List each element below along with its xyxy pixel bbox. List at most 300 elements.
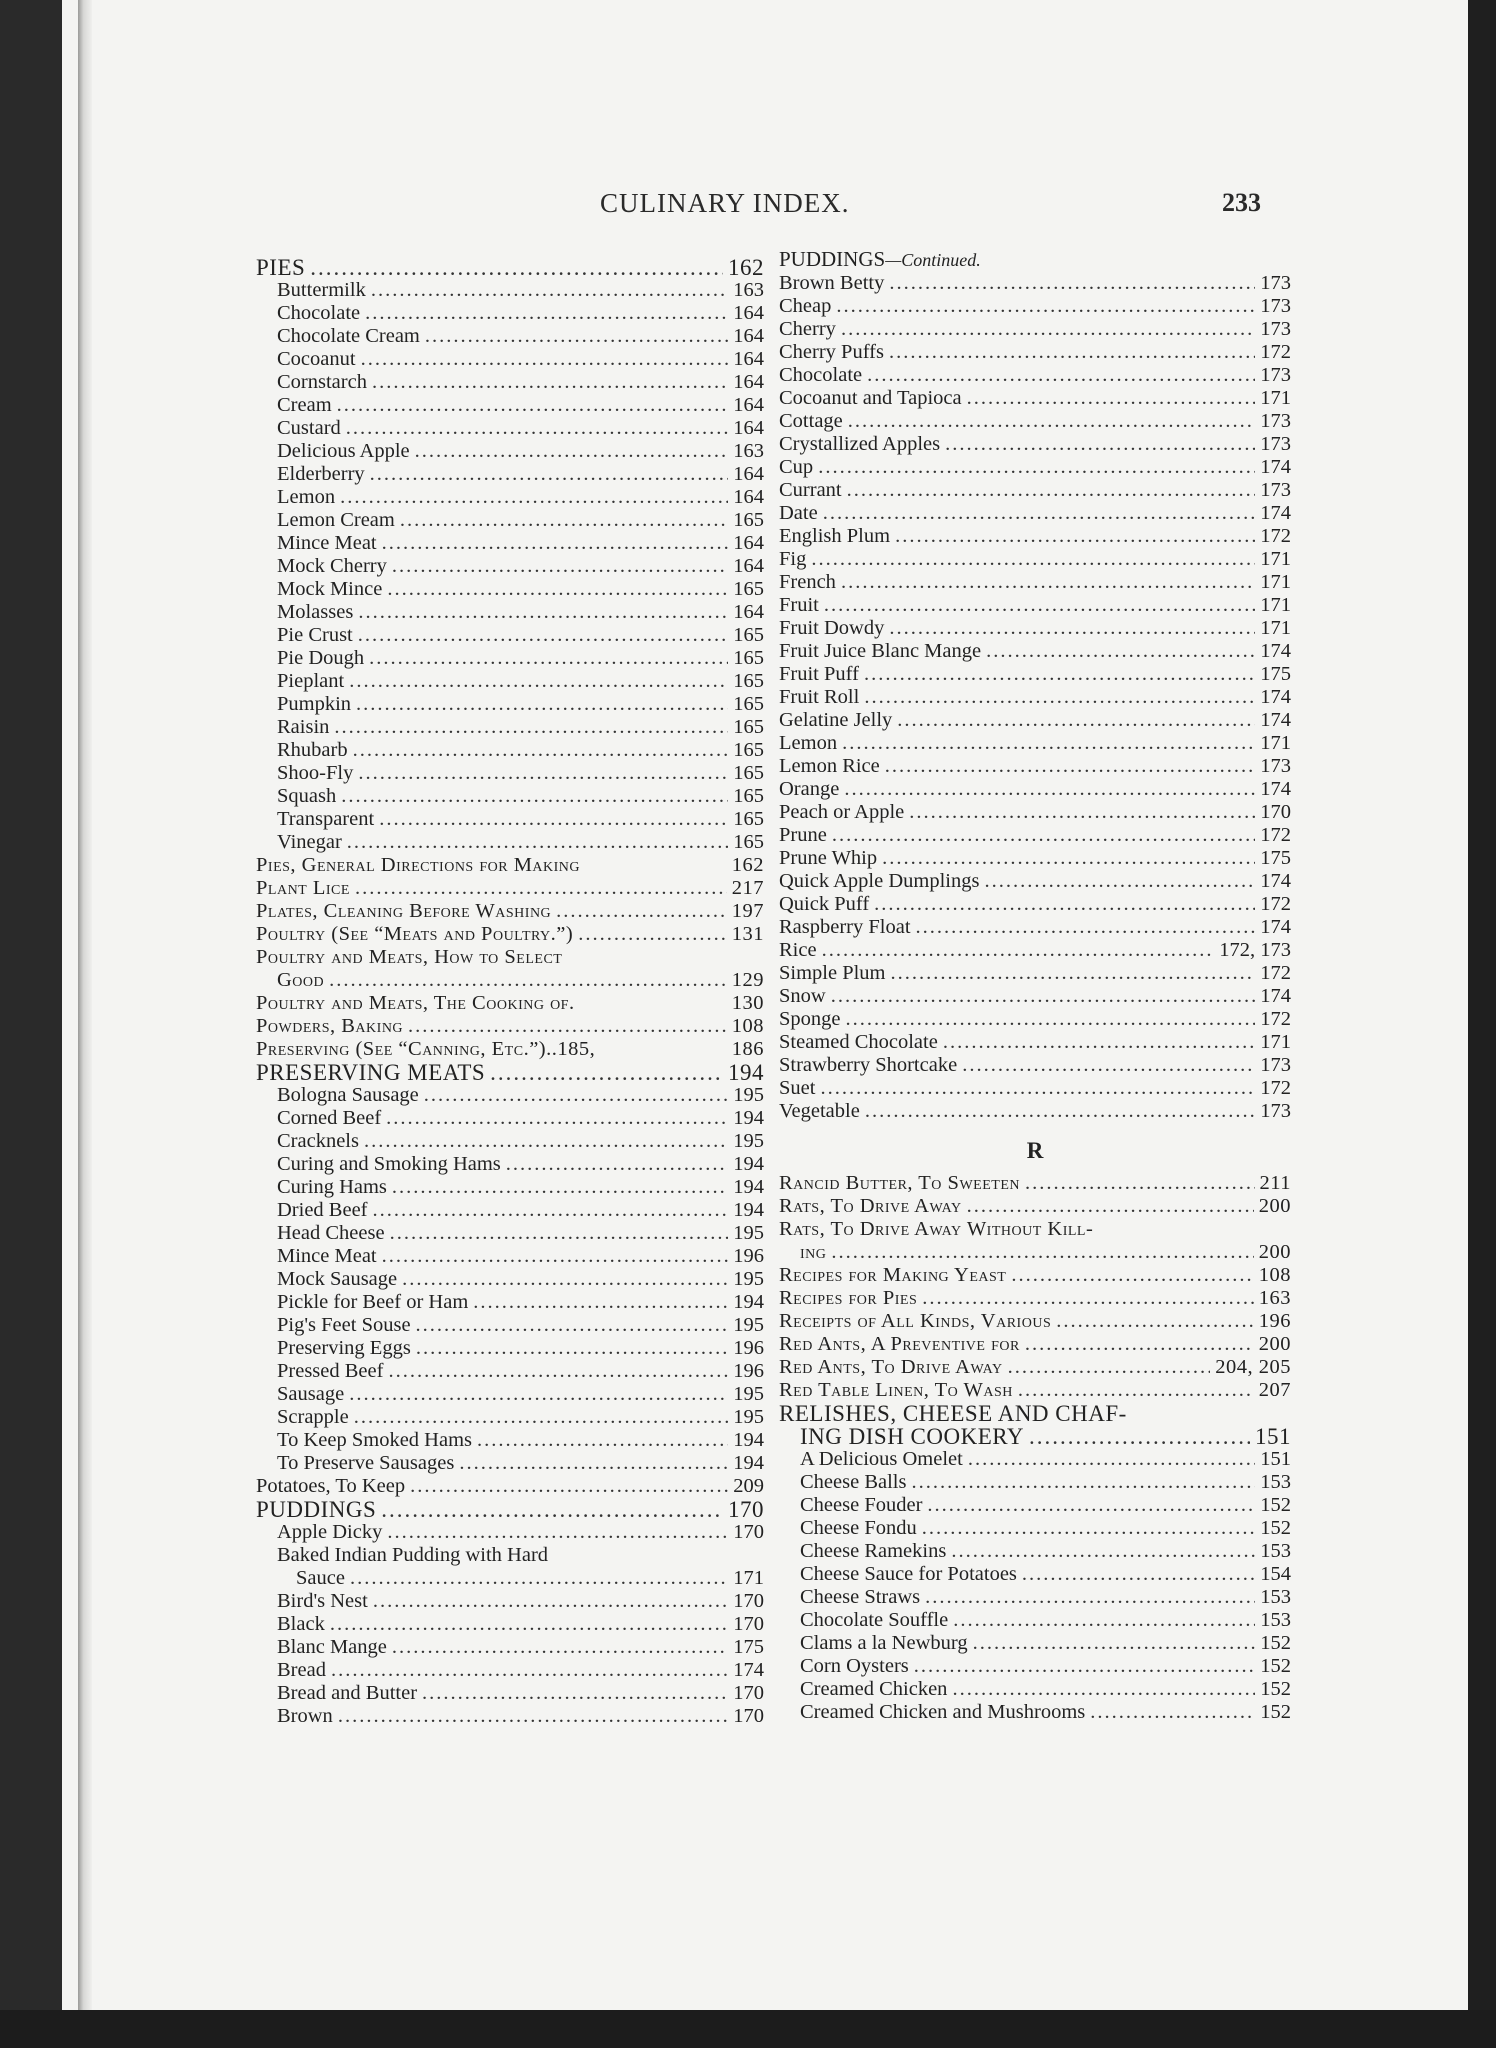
dot-leader (331, 1659, 728, 1682)
entry-label: Brown Betty (779, 272, 885, 294)
dot-leader (823, 502, 1256, 525)
index-entry-cocoanut-and-tapioca (779, 387, 1291, 410)
entry-label: Fruit Juice Blanc Mange (779, 640, 982, 662)
entry-label: Lemon (277, 486, 336, 508)
dot-leader (386, 1107, 728, 1130)
entry-page-number: 162 (728, 255, 764, 280)
dot-leader (922, 1287, 1254, 1310)
entry-page-number: 165 (733, 509, 764, 531)
entry-page-number: 163 (733, 279, 764, 301)
entry-label: Molasses (277, 601, 354, 623)
index-entry-sponge (779, 1008, 1291, 1031)
entry-label: Cheese Fondu (800, 1517, 917, 1539)
dot-leader (416, 1314, 729, 1337)
dot-leader (891, 962, 1256, 985)
entry-page-number: 152 (1260, 1655, 1291, 1677)
dot-leader (925, 1586, 1255, 1609)
index-entry-strawberry-shortcake (779, 1054, 1291, 1077)
dot-leader (506, 1153, 728, 1176)
r-entries-list (779, 1172, 1291, 1724)
entry-label: Fruit Roll (779, 686, 860, 708)
dot-leader (329, 969, 727, 992)
index-entry-pieplant (256, 670, 764, 693)
index-entry-lemon-rice (779, 755, 1291, 778)
dot-leader (337, 394, 729, 417)
entry-label: Brown (277, 1705, 333, 1727)
entry-page-number: 172 (1260, 1077, 1291, 1099)
dot-leader (897, 709, 1255, 732)
index-entry-raspberry-float (779, 916, 1291, 939)
entry-page-number: 174 (1260, 709, 1291, 731)
dot-leader (424, 1084, 728, 1107)
dot-leader (358, 624, 729, 647)
dot-leader (943, 1031, 1255, 1054)
entry-label: Cherry Puffs (779, 341, 884, 363)
entry-label: Cracknels (277, 1130, 359, 1152)
entry-label: Orange (779, 778, 840, 800)
dot-leader (864, 663, 1255, 686)
index-entry-pumpkin (256, 693, 764, 716)
dot-leader (811, 548, 1255, 571)
entry-label: Rats, To Drive Away (779, 1195, 962, 1217)
entry-page-number: 154 (1260, 1563, 1291, 1585)
index-entry-black (256, 1613, 764, 1636)
index-entry-pies-general-directions-for-making (256, 854, 764, 877)
dot-leader (354, 1406, 729, 1429)
index-entry-steamed-chocolate (779, 1031, 1291, 1054)
entry-page-number: 173 (1260, 433, 1291, 455)
entry-page-number: 173 (1260, 410, 1291, 432)
entry-label: ing (800, 1241, 827, 1263)
entry-page-number: 174 (1260, 502, 1291, 524)
entry-page-number: 195 (733, 1406, 764, 1428)
entry-label: Cream (277, 394, 332, 416)
dot-leader (358, 601, 728, 624)
entry-label: Sauce (296, 1567, 345, 1589)
index-entry-bird-s-nest (256, 1590, 764, 1613)
entry-label: Vinegar (277, 831, 342, 853)
dot-leader (459, 1452, 728, 1475)
dot-leader (818, 456, 1255, 479)
entry-page-number: 174 (1260, 778, 1291, 800)
entry-page-number: 195 (733, 1268, 764, 1290)
index-entry-bread-and-butter (256, 1682, 764, 1705)
index-entry-cottage (779, 410, 1291, 433)
entry-label: To Preserve Sausages (277, 1452, 455, 1474)
entry-label: Delicious Apple (277, 440, 410, 462)
index-entry-cheese-fouder (779, 1494, 1291, 1517)
dot-leader (865, 1100, 1255, 1123)
dot-leader (882, 847, 1255, 870)
entry-page-number: 217 (731, 877, 764, 899)
entry-label: Mock Mince (277, 578, 383, 600)
index-entry-fruit (779, 594, 1291, 617)
entry-label: Poultry and Meats, The Cooking of. (256, 992, 575, 1014)
entry-page-number: 164 (733, 348, 764, 370)
entry-label: Good (277, 969, 325, 991)
dot-leader (1025, 1172, 1255, 1195)
dot-leader (945, 433, 1255, 456)
dot-leader (382, 1245, 729, 1268)
entry-page-number: 170 (733, 1590, 764, 1612)
entry-page-number: 207 (1258, 1379, 1291, 1401)
index-entry-rats-to-drive-away (779, 1195, 1291, 1218)
continued-suffix: —Continued. (885, 250, 981, 270)
entry-label: English Plum (779, 525, 891, 547)
entry-label: Scrapple (277, 1406, 349, 1428)
index-entry-brown (256, 1705, 764, 1728)
index-entry-sauce (256, 1567, 764, 1590)
entry-label: Currant (779, 479, 842, 501)
index-entry-chocolate-cream (256, 325, 764, 348)
index-entry-cheese-fondu (779, 1517, 1291, 1540)
entry-label: PRESERVING MEATS (256, 1060, 486, 1085)
entry-page-number: 165 (733, 624, 764, 646)
index-entry-fruit-juice-blanc-mange (779, 640, 1291, 663)
entry-page-number: 170 (733, 1705, 764, 1727)
entry-label: Vegetable (779, 1100, 860, 1122)
entry-label: Pressed Beef (277, 1360, 384, 1382)
index-entry-lemon-cream (256, 509, 764, 532)
entry-page-number: 172, 173 (1219, 939, 1291, 961)
entry-label: Date (779, 502, 818, 524)
entry-page-number: 151 (1260, 1448, 1291, 1470)
entry-page-number: 173 (1260, 1100, 1291, 1122)
dot-leader (415, 440, 729, 463)
dot-leader (968, 1448, 1255, 1471)
entry-page-number: 165 (733, 762, 764, 784)
entry-label: Cheese Balls (800, 1471, 907, 1493)
dot-leader (422, 1682, 728, 1705)
entry-page-number: 175 (733, 1636, 764, 1658)
entry-page-number: 195 (733, 1314, 764, 1336)
entry-label: Mock Cherry (277, 555, 387, 577)
entry-page-number: 174 (1260, 985, 1291, 1007)
entry-label: Apple Dicky (277, 1521, 383, 1543)
index-entry-chocolate (779, 364, 1291, 387)
entry-page-number: 200 (1258, 1195, 1291, 1217)
entry-label: Preserving (See “Canning, Etc.”)..185, (256, 1038, 596, 1060)
entry-label: Fig (779, 548, 807, 570)
entry-label: Fruit (779, 594, 819, 616)
dot-leader (952, 1678, 1255, 1701)
entry-page-number: 152 (1260, 1701, 1291, 1723)
entry-label: Plant Lice (256, 877, 350, 899)
dot-leader (953, 1609, 1255, 1632)
dot-leader (355, 877, 727, 900)
entry-page-number: 173 (1260, 755, 1291, 777)
dot-leader (490, 1061, 723, 1084)
index-entry-bologna-sausage (256, 1084, 764, 1107)
dot-leader (371, 279, 728, 302)
entry-label: Cocoanut (277, 348, 356, 370)
dot-leader (841, 318, 1255, 341)
entry-label: Fruit Puff (779, 663, 859, 685)
entry-label: Fruit Dowdy (779, 617, 885, 639)
entry-label: Blanc Mange (277, 1636, 387, 1658)
dot-leader (909, 801, 1255, 824)
entry-label: Cup (779, 456, 814, 478)
entry-label: Poultry (See “Meats and Poultry.”) (256, 923, 574, 945)
index-entry-molasses (256, 601, 764, 624)
entry-label: Plates, Cleaning Before Washing (256, 900, 552, 922)
entry-label: Buttermilk (277, 279, 366, 301)
entry-page-number: 164 (733, 486, 764, 508)
entry-label: Creamed Chicken and Mushrooms (800, 1701, 1086, 1723)
index-entry-head-cheese (256, 1222, 764, 1245)
entry-page-number: 165 (733, 716, 764, 738)
entry-label: Raisin (277, 716, 330, 738)
entry-page-number: 162 (731, 854, 764, 876)
dot-leader (889, 617, 1255, 640)
dot-leader (824, 594, 1255, 617)
dot-leader (347, 831, 728, 854)
entry-label: Cocoanut and Tapioca (779, 387, 962, 409)
index-entry-raisin (256, 716, 764, 739)
index-entry-fruit-puff (779, 663, 1291, 686)
dot-leader (927, 1494, 1255, 1517)
entry-page-number: 186 (731, 1038, 764, 1060)
entry-page-number: 173 (1260, 364, 1291, 386)
dot-leader (416, 1337, 728, 1360)
index-entry-rhubarb (256, 739, 764, 762)
dot-leader (473, 1291, 728, 1314)
index-entry-snow (779, 985, 1291, 1008)
index-entry-gelatine-jelly (779, 709, 1291, 732)
index-entry-puddings (256, 1498, 764, 1521)
dot-leader (822, 939, 1215, 962)
entry-label: French (779, 571, 836, 593)
entry-label: Preserving Eggs (277, 1337, 411, 1359)
index-entry-creamed-chicken-and-mushrooms (779, 1701, 1291, 1724)
entry-page-number: 171 (1260, 1031, 1291, 1053)
dot-leader (1008, 1356, 1211, 1379)
index-entry-bread (256, 1659, 764, 1682)
index-entry-cream (256, 394, 764, 417)
index-entry-preserving-meats (256, 1061, 764, 1084)
index-entry-chocolate-souffle (779, 1609, 1291, 1632)
entry-page-number: 165 (733, 670, 764, 692)
entry-label: Head Cheese (277, 1222, 385, 1244)
entry-label: Curing and Smoking Hams (277, 1153, 501, 1175)
index-entry-cheese-sauce-for-potatoes (779, 1563, 1291, 1586)
index-entry-pickle-for-beef-or-ham (256, 1291, 764, 1314)
entry-label: Pies, General Directions for Making (256, 854, 581, 876)
dot-leader (831, 985, 1256, 1008)
index-entry-poultry-see-meats-and-poultry (256, 923, 764, 946)
entry-label: Creamed Chicken (800, 1678, 948, 1700)
index-entry-cornstarch (256, 371, 764, 394)
entry-page-number: 165 (733, 739, 764, 761)
index-entry-lemon (256, 486, 764, 509)
index-entry-clams-a-la-newburg (779, 1632, 1291, 1655)
entry-page-number: 174 (733, 1659, 764, 1681)
index-entry-receipts-of-all-kinds-various (779, 1310, 1291, 1333)
entry-label: Corn Oysters (800, 1655, 909, 1677)
entry-label: Suet (779, 1077, 816, 1099)
page-number: 233 (1222, 188, 1261, 217)
entry-label: PUDDINGS (256, 1497, 377, 1522)
continued-heading-label: PUDDINGS (779, 247, 886, 271)
index-entry-elderberry (256, 463, 764, 486)
dot-leader (911, 1471, 1255, 1494)
entry-page-number: 196 (733, 1360, 764, 1382)
index-entry-suet (779, 1077, 1291, 1100)
entry-label: Cornstarch (277, 371, 367, 393)
index-entry-peach-or-apple (779, 801, 1291, 824)
entry-label: Lemon Rice (779, 755, 880, 777)
dot-leader (382, 532, 729, 555)
index-entry-prune (779, 824, 1291, 847)
entry-label: Bread (277, 1659, 326, 1681)
entry-page-number: 174 (1260, 456, 1291, 478)
index-entry-quick-puff (779, 893, 1291, 916)
entry-page-number: 171 (1260, 732, 1291, 754)
entry-label: Lemon Cream (277, 509, 395, 531)
index-entry-cheese-balls (779, 1471, 1291, 1494)
index-entry-cheese-straws (779, 1586, 1291, 1609)
dot-leader (388, 1360, 728, 1383)
dot-leader (889, 341, 1255, 364)
dot-leader (408, 1015, 727, 1038)
dot-leader (381, 1498, 723, 1521)
entry-page-number: 164 (733, 532, 764, 554)
index-entry-date (779, 502, 1291, 525)
entry-label: Prune Whip (779, 847, 878, 869)
entry-label: Red Ants, A Preventive for (779, 1333, 1020, 1355)
entry-label: Prune (779, 824, 827, 846)
entry-page-number: 173 (1260, 272, 1291, 294)
dot-leader (387, 578, 728, 601)
entry-page-number: 164 (733, 325, 764, 347)
dot-leader (358, 762, 728, 785)
entry-page-number: 173 (1260, 1054, 1291, 1076)
dot-leader (392, 1636, 728, 1659)
dot-leader (1025, 1333, 1254, 1356)
index-entry-fruit-dowdy (779, 617, 1291, 640)
index-entry-shoo-fly (256, 762, 764, 785)
entry-label: Cheap (779, 295, 832, 317)
index-entry-fruit-roll (779, 686, 1291, 709)
index-entry-chocolate (256, 302, 764, 325)
entry-page-number: 194 (733, 1291, 764, 1313)
index-entry-brown-betty (779, 272, 1291, 295)
index-entry-cocoanut (256, 348, 764, 371)
index-entry-potatoes-to-keep (256, 1475, 764, 1498)
entry-label: Chocolate Cream (277, 325, 420, 347)
entry-page-number: 153 (1260, 1540, 1291, 1562)
entry-label: PIES (256, 255, 306, 280)
entry-label: Pig's Feet Souse (277, 1314, 411, 1336)
index-entry-pie-crust (256, 624, 764, 647)
entry-page-number: 194 (733, 1452, 764, 1474)
index-entry-vegetable (779, 1100, 1291, 1123)
dot-leader (334, 716, 728, 739)
dot-leader (895, 525, 1255, 548)
entry-page-number: 164 (733, 463, 764, 485)
entry-label: Simple Plum (779, 962, 886, 984)
dot-leader (353, 739, 729, 762)
entry-label: Rhubarb (277, 739, 348, 761)
index-entry-plates-cleaning-before-washing (256, 900, 764, 923)
entry-label: Raspberry Float (779, 916, 911, 938)
entry-label: Lemon (779, 732, 838, 754)
dot-leader (373, 1590, 728, 1613)
dot-leader (310, 256, 723, 279)
entry-label: Gelatine Jelly (779, 709, 893, 731)
entry-page-number: 152 (1260, 1494, 1291, 1516)
entry-label: Pieplant (277, 670, 345, 692)
entry-label: Quick Apple Dumplings (779, 870, 980, 892)
dot-leader (848, 410, 1255, 433)
entry-page-number: 174 (1260, 640, 1291, 662)
dot-leader (1018, 1379, 1254, 1402)
page-binding-shadow (78, 0, 92, 2010)
index-entry-scrapple (256, 1406, 764, 1429)
entry-page-number: 171 (1260, 387, 1291, 409)
index-entry-baked-indian-pudding-with-hard: Baked Indian Pudding with Hard (277, 1544, 549, 1566)
dot-leader (556, 900, 727, 923)
dot-leader (477, 1429, 728, 1452)
index-entry-pies (256, 256, 764, 279)
index-entry-relishes-cheese-and-chaf: RELISHES, CHEESE AND CHAF- (779, 1401, 1127, 1426)
entry-page-number: 196 (733, 1245, 764, 1267)
entry-label: Pickle for Beef or Ham (277, 1291, 469, 1313)
index-entry-cheese-ramekins (779, 1540, 1291, 1563)
dot-leader (330, 1613, 728, 1636)
entry-label: A Delicious Omelet (800, 1448, 963, 1470)
entry-label: Potatoes, To Keep (256, 1475, 406, 1497)
puddings-continued-list (779, 272, 1291, 1123)
entry-page-number: 175 (1260, 847, 1291, 869)
entry-page-number: 170 (728, 1497, 764, 1522)
dot-leader (370, 463, 729, 486)
entry-page-number: 152 (1260, 1678, 1291, 1700)
index-entry-curing-hams (256, 1176, 764, 1199)
entry-label: Clams a la Newburg (800, 1632, 968, 1654)
entry-label: Powders, Baking (256, 1015, 404, 1037)
index-entry-orange (779, 778, 1291, 801)
dot-leader (369, 647, 728, 670)
index-entry-preserving-see-canning-etc-185 (256, 1038, 764, 1061)
entry-label: ING DISH COOKERY (800, 1424, 1024, 1449)
entry-label: Sausage (277, 1383, 345, 1405)
entry-page-number: 164 (733, 302, 764, 324)
entry-label: Snow (779, 985, 826, 1007)
index-entry-ing (779, 1241, 1291, 1264)
entry-label: Transparent (277, 808, 375, 830)
entry-page-number: 172 (1260, 824, 1291, 846)
index-entry-curing-and-smoking-hams (256, 1153, 764, 1176)
index-entry-good (256, 969, 764, 992)
index-entry-french (779, 571, 1291, 594)
entry-label: Custard (277, 417, 341, 439)
entry-page-number: 164 (733, 371, 764, 393)
entry-label: Recipes for Pies (779, 1287, 918, 1309)
entry-page-number: 165 (733, 785, 764, 807)
entry-page-number: 194 (733, 1429, 764, 1451)
scan-right-edge (1468, 0, 1496, 2010)
dot-leader (967, 1195, 1254, 1218)
dot-leader (867, 364, 1255, 387)
dot-leader (341, 785, 728, 808)
index-entry-mock-mince (256, 578, 764, 601)
entry-label: Corned Beef (277, 1107, 382, 1129)
dot-leader (986, 640, 1255, 663)
entry-label: Dried Beef (277, 1199, 368, 1221)
dot-leader (846, 1008, 1256, 1031)
entry-page-number: 165 (733, 693, 764, 715)
